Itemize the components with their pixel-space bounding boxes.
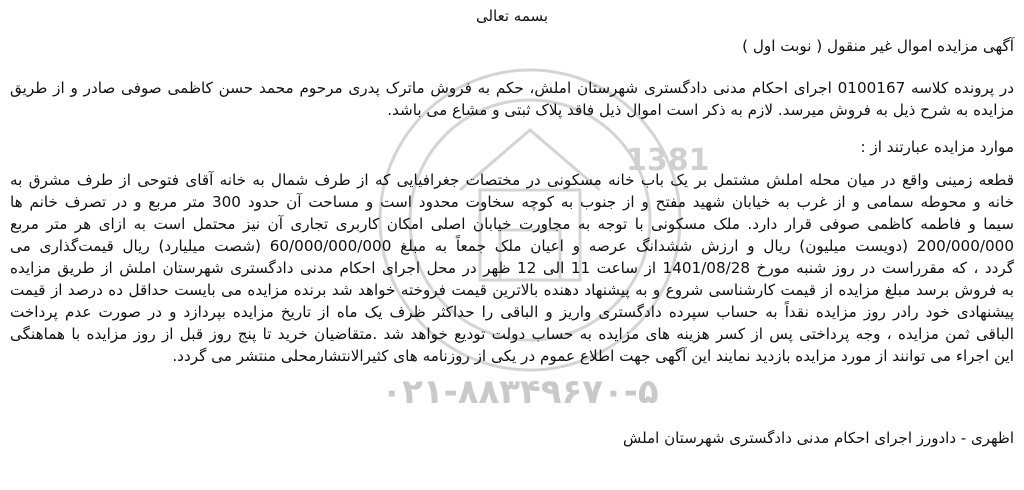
notice-line-8: گردد ، که مقرراست در روز شنبه مورخ 1401/08/28 از ساعت 11 الی 12 ظهر در محل اجرای احکام مدنی دادگستری شهرستان املش از طریق مزایده — [10, 259, 1014, 277]
notice-title: آگهی مزایده اموال غیر منقول ( نوبت اول ) — [742, 37, 1014, 55]
notice-heading: بسمه تعالی — [475, 7, 549, 25]
notice-line-10: پیشنهادی خود رادر روز مزایده نقداً به حساب سپرده دادگستری واریز و الباقی را حداکثر ظرف یک ماه از تاریخ مزایده بپردازد و در صورت عدم پرداخت — [10, 303, 1014, 321]
notice-signature: اظهری - دادورز اجرای احکام مدنی دادگستری شهرستان املش — [623, 429, 1014, 447]
notice-line-2: مزایده به شرح ذیل به فروش میرسد. لازم به ذکر است اموال ذیل فاقد پلاک ثبتی و مشاع می باشد. — [387, 101, 1014, 119]
notice-line-5: خانه و محوطه سمامی و از غرب به خیابان شهید مفتح و از جنوب به کوچه سخاوت محدود است و مساحت آن حدود 300 متر مربع و در تصرف خانم ها — [10, 193, 1014, 211]
notice-line-3: موارد مزایده عبارتند از : — [860, 138, 1014, 156]
notice-line-7: 200/000/000 (دویست میلیون) ریال و ارزش ششدانگ عرصه و اعیان ملک جمعاً به مبلغ 60/000/000/000 (شصت میلیارد) ریال قیمت‌گذاری می — [10, 237, 1014, 255]
notice-line-4: قطعه زمینی واقع در میان محله املش مشتمل بر یک باب خانه مسکونی در مختصات جغرافیایی که از طرف شمال به خانه آقای فتوحی از طرف مشرق به — [10, 171, 1014, 189]
notice-line-1: در پرونده کلاسه 0100167 اجرای احکام مدنی دادگستری شهرستان املش، حکم به فروش ماترک پدری مرحوم محمد حسن کاظمی صوفی صادر و از طریق — [10, 79, 1015, 97]
notice-line-6: سیما و فاطمه کاظمی صوفی قرار دارد. ملک مسکونی با توجه به مجاورت خیابان اصلی امکان کاربری تجاری آن نیز محتمل است به ازای هر متر مربع — [10, 215, 1014, 233]
notice-line-12: این اجراء می توانند از مورد مزایده بازدید نمایند این آگهی جهت اطلاع عموم در یکی از روزنامه های کثیرالانتشارمحلی منتشر می گردد. — [172, 347, 1014, 365]
notice-line-9: به فروش برسد مبلغ مزایده از قیمت کارشناسی شروع و به پیشنهاد دهنده بالاترین قیمت فروخته خواهد شد برنده مزایده می بایست حداقل ده درصد از قیمت — [10, 281, 1014, 299]
notice-line-11: الباقی ثمن مزایده ، وجه پرداختی پس از کسر هزینه های مزایده به حساب دولت تودیع خواهد شد .متقاضیان خرید تا پنج روز قبل از روز مزایده با هماهنگی — [10, 325, 1014, 343]
watermark-phone-number: ۰۲۱-۸۸۳۴۹۶۷۰-۵ — [381, 372, 659, 412]
stamp-year-text: 1381 — [626, 143, 710, 178]
